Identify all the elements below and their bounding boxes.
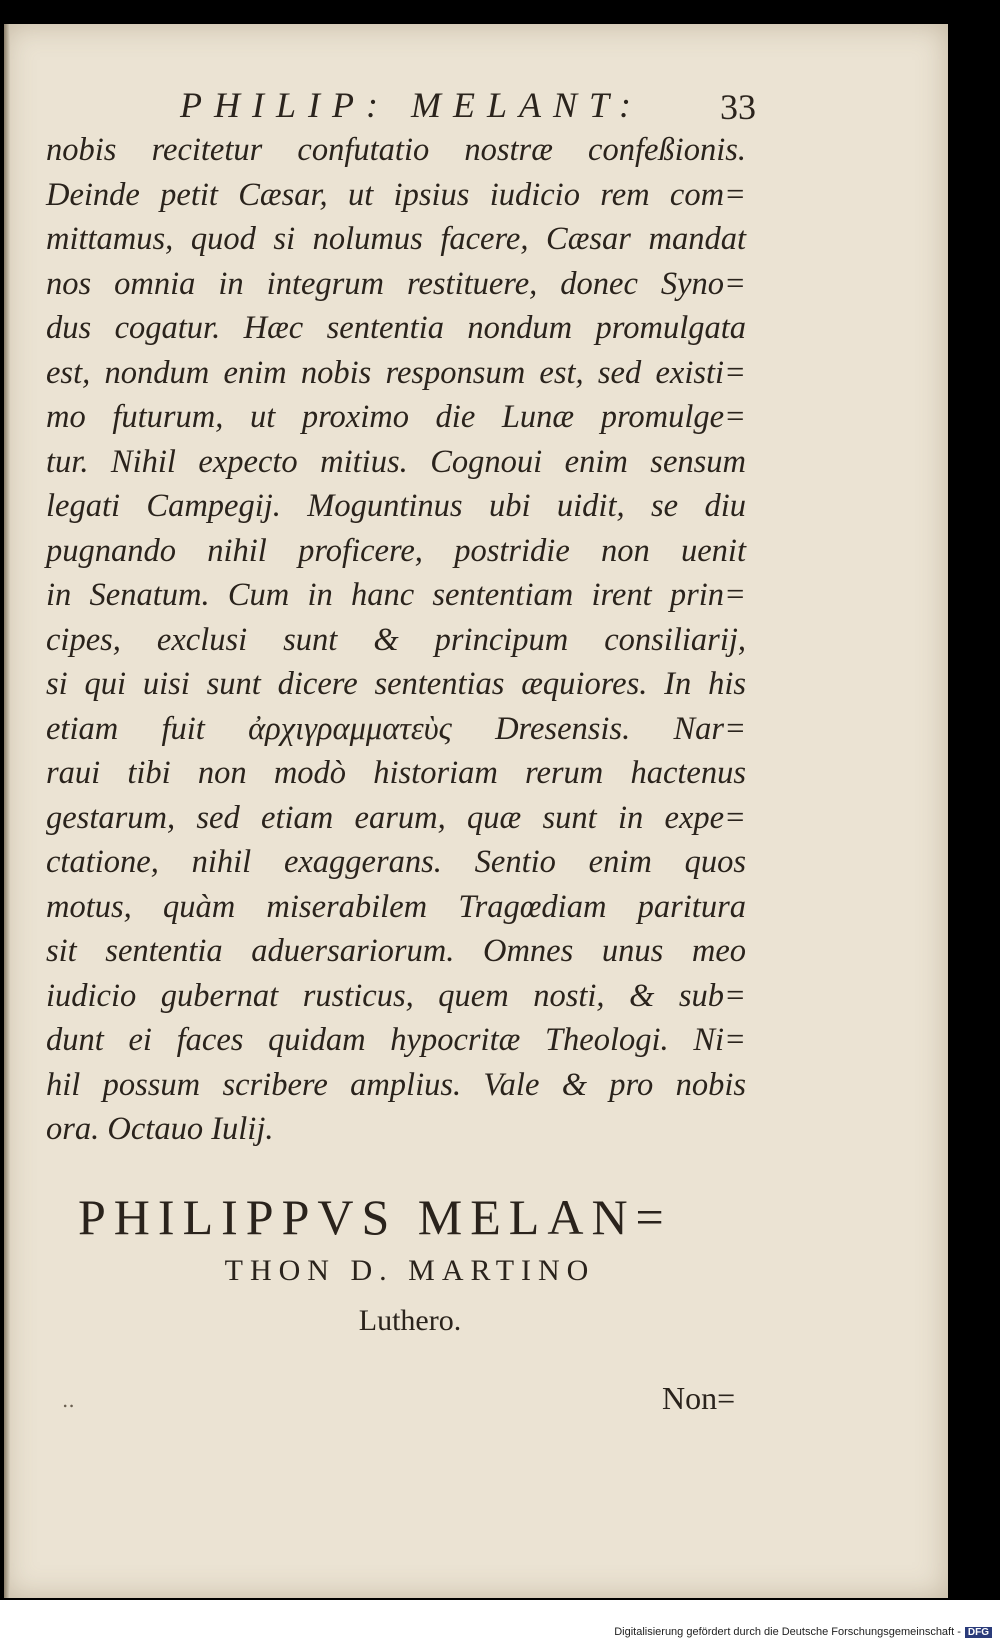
text-line: legati Campegij. Moguntinus ubi uidit, se diu bbox=[46, 488, 746, 524]
text-line: Deinde petit Cæsar, ut ipsius iudicio rem com= bbox=[46, 176, 746, 213]
catchword: Non= bbox=[662, 1380, 736, 1416]
text-line: in Senatum. Cum in hanc sententiam irent prin= bbox=[46, 577, 746, 613]
dfg-logo: DFG bbox=[965, 1627, 992, 1638]
text-line: tur. Nihil expecto mitius. Cognoui enim sensum bbox=[46, 443, 746, 480]
page-number: 33 bbox=[720, 87, 756, 127]
text-line: cipes, exclusi sunt & principum consiliarij, bbox=[46, 621, 746, 658]
letter-heading bbox=[70, 1188, 750, 1346]
text-line: mittamus, quod si nolumus facere, Cæsar mandat bbox=[46, 221, 746, 257]
page-gutter-edge bbox=[4, 24, 10, 1598]
page-header bbox=[40, 76, 760, 126]
text-line: nos omnia in integrum restituere, donec Syno= bbox=[46, 265, 746, 302]
letter-body bbox=[46, 128, 746, 1152]
heading-line-3: Luthero. bbox=[358, 1304, 462, 1337]
text-line: pugnando nihil proficere, postridie non uenit bbox=[46, 532, 746, 569]
text-line: raui tibi non modò historiam rerum hactenus bbox=[46, 755, 746, 791]
text-line: iudicio gubernat rusticus, quem nosti, & sub= bbox=[46, 977, 746, 1014]
text-line: dus cogatur. Hæc sententia nondum promulgata bbox=[46, 310, 746, 346]
digitization-footer bbox=[614, 1626, 992, 1638]
text-line: motus, quàm miserabilem Tragœdiam paritura bbox=[46, 888, 746, 925]
text-line: hil possum scribere amplius. Vale & pro nobis bbox=[46, 1066, 746, 1103]
running-head: PHILIP: MELANT: bbox=[180, 85, 643, 125]
text-line: mo futurum, ut proximo die Lunæ promulge= bbox=[46, 399, 746, 435]
text-line: ctatione, nihil exaggerans. Sentio enim quos bbox=[46, 844, 746, 880]
text-line: est, nondum enim nobis responsum est, sed existi= bbox=[46, 354, 746, 391]
text-line: etiam fuit ἀρχιγραμματεὺς Dresensis. Nar= bbox=[46, 710, 746, 747]
text-line-last: ora. Octauo Iulij. bbox=[46, 1111, 274, 1147]
text-line: gestarum, sed etiam earum, quæ sunt in expe= bbox=[46, 799, 746, 836]
footer-credit: Digitalisierung gefördert durch die Deutsche Forschungsgemeinschaft - bbox=[614, 1626, 961, 1638]
text-line: sit sententia aduersariorum. Omnes unus meo bbox=[46, 933, 746, 969]
text-line: dunt ei faces quidam hypocritæ Theologi. Ni= bbox=[46, 1022, 746, 1058]
heading-line-2: THON D. MARTINO bbox=[224, 1254, 596, 1287]
heading-line-1: PHILIPPVS MELAN= bbox=[78, 1189, 672, 1245]
text-line: si qui uisi sunt dicere sententias æquiores. In his bbox=[46, 666, 746, 702]
stray-marks: .. bbox=[62, 1388, 75, 1412]
text-line: nobis recitetur confutatio nostræ confeßionis. bbox=[46, 132, 746, 168]
